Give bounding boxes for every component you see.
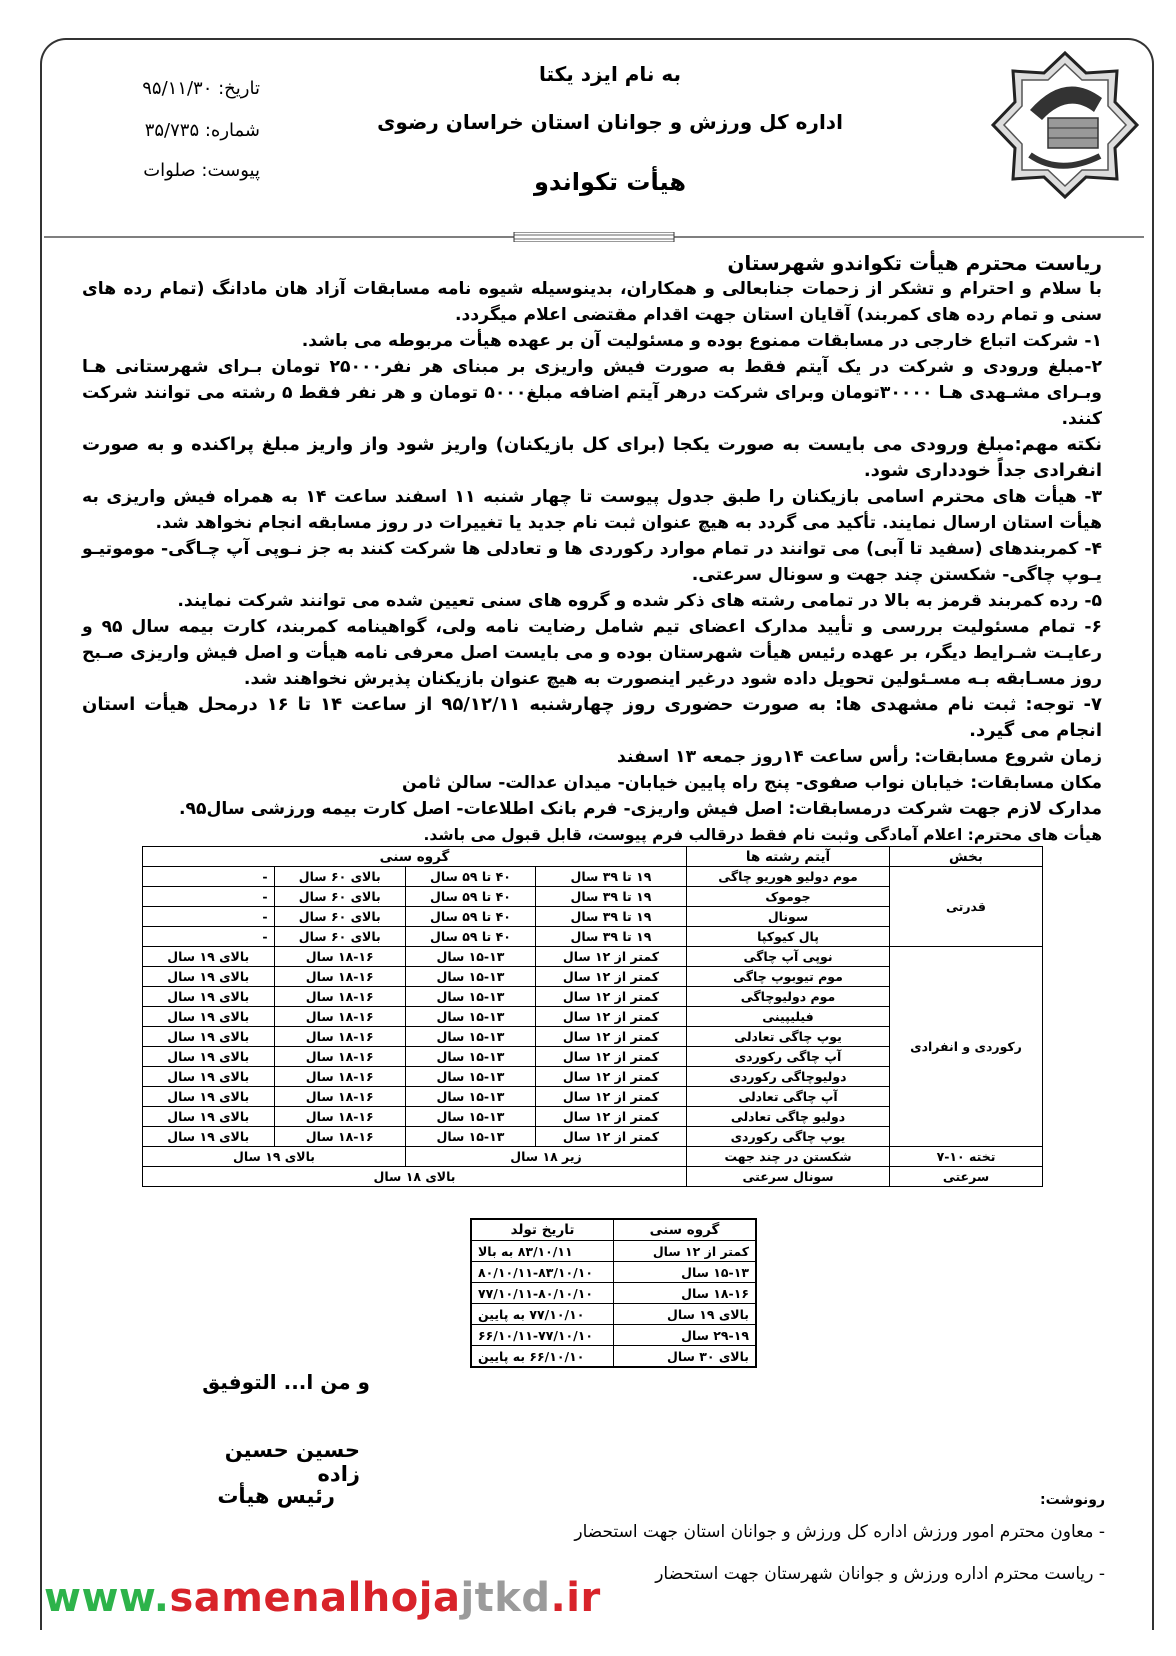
table-row <box>471 1346 756 1368</box>
age-cell: ۱۸-۱۶ سال <box>274 1107 405 1127</box>
age-cell: ۱۵-۱۳ سال <box>405 967 535 987</box>
event-item: پال کیوکپا <box>687 927 890 947</box>
event-item: سونال <box>687 907 890 927</box>
age-cell: بالای ۱۸ سال <box>143 1167 687 1187</box>
age-cell: بالای ۶۰ سال <box>274 887 405 907</box>
birth-date-cell: ۷۷/۱۰/۱۰ به پایین <box>471 1304 614 1325</box>
birth-date-cell: ۶۶/۱۰/۱۰ به پایین <box>471 1346 614 1368</box>
watermark-tld: .ir <box>550 1575 601 1621</box>
table-header-row <box>143 847 1043 867</box>
age-cell: کمتر از ۱۲ سال <box>535 1047 686 1067</box>
birth-date-cell: ۷۷/۱۰/۱۱-۸۰/۱۰/۱۰ <box>471 1283 614 1304</box>
age-group-cell: ۱۸-۱۶ سال <box>614 1283 757 1304</box>
age-cell: ۱۵-۱۳ سال <box>405 1047 535 1067</box>
age-cell: ۴۰ تا ۵۹ سال <box>405 887 535 907</box>
watermark-www: www. <box>44 1575 170 1621</box>
age-cell: ۱۵-۱۳ سال <box>405 1107 535 1127</box>
event-item: دولیوچاگی رکوردی <box>687 1067 890 1087</box>
age-cell: کمتر از ۱۲ سال <box>535 1107 686 1127</box>
age-cell: - <box>143 907 275 927</box>
cc-line-1: - معاون محترم امور ورزش اداره کل ورزش و جوانان استان جهت استحضار <box>574 1522 1105 1542</box>
birth-date-cell: ۸۰/۱۰/۱۱-۸۳/۱۰/۱۰ <box>471 1262 614 1283</box>
event-item: شکستن در چند جهت <box>687 1147 890 1167</box>
table-row <box>143 947 1043 967</box>
age-cell: بالای ۱۹ سال <box>143 967 275 987</box>
events-table <box>142 846 1043 1187</box>
birth-date-cell: ۸۳/۱۰/۱۱ به بالا <box>471 1241 614 1262</box>
age-cell: کمتر از ۱۲ سال <box>535 967 686 987</box>
age-cell: ۱۸-۱۶ سال <box>274 987 405 1007</box>
age-cell: بالای ۱۹ سال <box>143 987 275 1007</box>
age-cell: ۱۵-۱۳ سال <box>405 1067 535 1087</box>
table-row <box>143 1147 1043 1167</box>
age-cell: ۱۵-۱۳ سال <box>405 1127 535 1147</box>
table-row <box>143 867 1043 887</box>
age-group-cell: ۱۵-۱۳ سال <box>614 1262 757 1283</box>
table-row <box>471 1262 756 1283</box>
table-row <box>471 1304 756 1325</box>
event-item: جوموک <box>687 887 890 907</box>
age-cell: ۱۵-۱۳ سال <box>405 1087 535 1107</box>
header-age-group: گروه سنی <box>614 1219 757 1241</box>
age-cell: ۱۹ تا ۳۹ سال <box>535 887 686 907</box>
age-cell: ۱۵-۱۳ سال <box>405 987 535 1007</box>
watermark-name: samenalhoja <box>169 1575 461 1621</box>
event-item: سونال سرعتی <box>687 1167 890 1187</box>
age-cell: بالای ۱۹ سال <box>143 1027 275 1047</box>
table-row <box>471 1283 756 1304</box>
age-cell: بالای ۱۹ سال <box>143 1147 406 1167</box>
age-cell: ۱۸-۱۶ سال <box>274 1087 405 1107</box>
age-group-cell: کمتر از ۱۲ سال <box>614 1241 757 1262</box>
website-watermark <box>44 1575 601 1621</box>
age-cell: ۱۸-۱۶ سال <box>274 1067 405 1087</box>
letter-date: تاریخ: ۹۵/۱۱/۳۰ <box>142 78 260 99</box>
section-speed: سرعتی <box>890 1167 1043 1187</box>
event-item: نوپی آپ چاگی <box>687 947 890 967</box>
age-cell: ۱۹ تا ۳۹ سال <box>535 907 686 927</box>
age-cell: - <box>143 927 275 947</box>
event-item: آپ چاگی رکوردی <box>687 1047 890 1067</box>
age-cell: کمتر از ۱۲ سال <box>535 1067 686 1087</box>
event-item: موم دولیوچاگی <box>687 987 890 1007</box>
letter-documents: مدارک لازم جهت شرکت درمسابقات: اصل فیش واریزی- فرم بانک اطلاعات- اصل کارت بیمه ورزشی سال۹۵. <box>179 799 1102 819</box>
age-cell: ۱۸-۱۶ سال <box>274 1007 405 1027</box>
letter-item-4: ۴- کمربندهای (سفید تا آبی) می توانند در تمام موارد رکوردی ها و تعادلی ها شرکت کنند به جز نـوپی آپ چـاگی- موموتیـو یـوپ چاگی- شکستن چند جهت و سونال سرعتی. <box>82 539 1102 585</box>
letter-registration: هیأت های محترم: اعلام آمادگی وثبت نام فقط درقالب فرم پیوست، قابل قبول می باشد. <box>423 826 1102 844</box>
event-item: دولیو چاگی تعادلی <box>687 1107 890 1127</box>
header-age-group: گروه سنی <box>143 847 687 867</box>
table-row <box>143 1167 1043 1187</box>
age-group-cell: بالای ۱۹ سال <box>614 1304 757 1325</box>
cc-label: رونوشت: <box>1040 1492 1105 1508</box>
age-cell: - <box>143 887 275 907</box>
age-cell: ۱۸-۱۶ سال <box>274 967 405 987</box>
age-cell: ۱۵-۱۳ سال <box>405 1007 535 1027</box>
cc-line-2: - ریاست محترم اداره ورزش و جوانان شهرستان جهت استحضار <box>655 1564 1105 1584</box>
age-cell: بالای ۱۹ سال <box>143 1127 275 1147</box>
age-cell: بالای ۶۰ سال <box>274 927 405 947</box>
age-cell: بالای ۱۹ سال <box>143 947 275 967</box>
age-cell: ۴۰ تا ۵۹ سال <box>405 927 535 947</box>
age-cell: کمتر از ۱۲ سال <box>535 1007 686 1027</box>
event-item: فیلیپینی <box>687 1007 890 1027</box>
letter-body <box>82 250 1102 848</box>
age-cell: ۱۵-۱۳ سال <box>405 1027 535 1047</box>
age-cell: کمتر از ۱۲ سال <box>535 947 686 967</box>
signatory-name: حسین حسین زاده <box>224 1438 360 1486</box>
age-cell: بالای ۶۰ سال <box>274 867 405 887</box>
age-cell: کمتر از ۱۲ سال <box>535 987 686 1007</box>
age-cell: ۱۸-۱۶ سال <box>274 1027 405 1047</box>
age-cell: ۱۵-۱۳ سال <box>405 947 535 967</box>
age-cell: - <box>143 867 275 887</box>
age-cell: بالای ۱۹ سال <box>143 1107 275 1127</box>
age-cell: ۱۹ تا ۳۹ سال <box>535 867 686 887</box>
letter-addressee: ریاست محترم هیأت تکواندو شهرستان <box>727 251 1102 275</box>
age-cell: ۴۰ تا ۵۹ سال <box>405 907 535 927</box>
header-birth-date: تاریخ تولد <box>471 1219 614 1241</box>
letter-important-note: نکته مهم:مبلغ ورودی می بایست به صورت یکجا (برای کل بازیکنان) واریز شود واز واریز مبلغ پراکنده و به صورت انفرادی جداً خودداری شود. <box>82 434 1102 481</box>
section-power: قدرتی <box>890 867 1043 947</box>
organization-name: اداره کل ورزش و جوانان استان خراسان رضوی <box>377 110 843 134</box>
closing-salutation: و من ا... التوفیق <box>202 1370 370 1394</box>
letter-item-1: ۱- شرکت اتباع خارجی در مسابقات ممنوع بوده و مسئولیت آن بر عهده هیأت مربوطه می باشد. <box>301 331 1102 351</box>
section-record: رکوردی و انفرادی <box>890 947 1043 1147</box>
organization-logo-icon <box>990 50 1140 200</box>
header-section: بخش <box>890 847 1043 867</box>
age-cell: کمتر از ۱۲ سال <box>535 1027 686 1047</box>
watermark-name-tail: jtkd <box>460 1575 551 1621</box>
age-cell: ۱۸-۱۶ سال <box>274 1127 405 1147</box>
age-cell: ۱۸-۱۶ سال <box>274 1047 405 1067</box>
age-group-cell: بالای ۳۰ سال <box>614 1346 757 1368</box>
section-board: تخته ۱۰-۷ <box>890 1147 1043 1167</box>
table-header-row <box>471 1219 756 1241</box>
header-item: آیتم رشته ها <box>687 847 890 867</box>
table-row <box>471 1325 756 1346</box>
age-cell: بالای ۱۹ سال <box>143 1007 275 1027</box>
table-row <box>471 1241 756 1262</box>
age-cell: بالای ۱۹ سال <box>143 1087 275 1107</box>
event-item: موم دولیو هوریو چاگی <box>687 867 890 887</box>
letter-item-2: ۲-مبلغ ورودی و شرکت در یک آیتم فقط به صورت فیش واریزی بر مبنای هر نفر۲۵۰۰۰ تومان بـرای شهرستانی هـا وبـرای مشـهدی هـا ۳۰۰۰۰تومان وبرای شرکت درهر آیتم اضافه مبلغ۵۰۰۰ تومان و هر نفر فقط ۵ رشته می توانند شرکت کنند. <box>82 357 1102 429</box>
age-cell: بالای ۶۰ سال <box>274 907 405 927</box>
letter-item-3: ۳- هیأت های محترم اسامی بازیکنان را طبق جدول پیوست تا چهار شنبه ۱۱ اسفند ساعت ۱۴ به همراه فیش واریزی به هیأت استان ارسال نمایند. تأکید می گردد به هیچ عنوان ثبت نام جدید یا تغییرات در روز مسابقه انجام نخواهد شد. <box>82 487 1102 533</box>
age-cell: کمتر از ۱۲ سال <box>535 1127 686 1147</box>
letter-number: شماره: ۳۵/۷۳۵ <box>144 120 260 141</box>
event-item: یوپ چاگی رکوردی <box>687 1127 890 1147</box>
age-cell: بالای ۱۹ سال <box>143 1067 275 1087</box>
age-cell: ۱۸-۱۶ سال <box>274 947 405 967</box>
event-item: موم تیوبوپ چاگی <box>687 967 890 987</box>
letter-start-time: زمان شروع مسابقات: رأس ساعت ۱۴روز جمعه ۱۳ اسفند <box>617 747 1102 767</box>
birth-date-cell: ۶۶/۱۰/۱۱-۷۷/۱۰/۱۰ <box>471 1325 614 1346</box>
age-cell: ۱۹ تا ۳۹ سال <box>535 927 686 947</box>
age-group-table <box>470 1218 757 1368</box>
bismillah: به نام ایزد یکتا <box>538 62 682 86</box>
header-divider <box>44 232 1144 242</box>
age-group-cell: ۲۹-۱۹ سال <box>614 1325 757 1346</box>
age-cell: زیر ۱۸ سال <box>405 1147 686 1167</box>
age-cell: بالای ۱۹ سال <box>143 1047 275 1067</box>
age-cell: کمتر از ۱۲ سال <box>535 1087 686 1107</box>
event-item: یوپ چاگی تعادلی <box>687 1027 890 1047</box>
letter-item-6: ۶- تمام مسئولیت بررسی و تأیید مدارک اعضای تیم شامل رضایت نامه ولی، گواهینامه کمربند، کارت بیمه سال ۹۵ و رعایـت شـرایط دیگر، بر عهده رئیس هیأت شهرستان بوده و می بایست اصل معرفی نامه هیأت و اصل فیش واریزی صـبح روز مسـابقه بـه مسـئولین تحویل داده شود درغیر اینصورت به هیچ عنوان بازیکنان پذیرش نخواهند شد. <box>82 617 1102 689</box>
letter-venue: مکان مسابقات: خیابان نواب صفوی- پنج راه پایین خیابان- میدان عدالت- سالن ثامن <box>401 773 1102 793</box>
letter-intro: با سلام و احترام و تشکر از زحمات جنابعالی و همکاران، بدینوسیله شیوه نامه مسابقات آزاد هان مادانگ (تمام رده های سنی و تمام رده های کمربند) آقایان استان جهت اقدام مقتضی اعلام میگردد. <box>82 279 1102 325</box>
letter-item-5: ۵- رده کمربند قرمز به بالا در تمامی رشته های ذکر شده و گروه های سنی تعیین شده می توانند شرکت نمایند. <box>177 591 1102 611</box>
event-item: آپ چاگی تعادلی <box>687 1087 890 1107</box>
age-cell: ۴۰ تا ۵۹ سال <box>405 867 535 887</box>
unit-name: هیأت تکواندو <box>534 168 686 196</box>
letter-item-7: ۷- توجه: ثبت نام مشهدی ها: به صورت حضوری روز چهارشنبه ۹۵/۱۲/۱۱ از ساعت ۱۴ تا ۱۶ درمحل هیأت استان انجام می گیرد. <box>82 694 1102 741</box>
signatory-title: رئیس هیأت <box>217 1484 335 1508</box>
letter-attachment: پیوست: صلوات <box>143 160 260 181</box>
